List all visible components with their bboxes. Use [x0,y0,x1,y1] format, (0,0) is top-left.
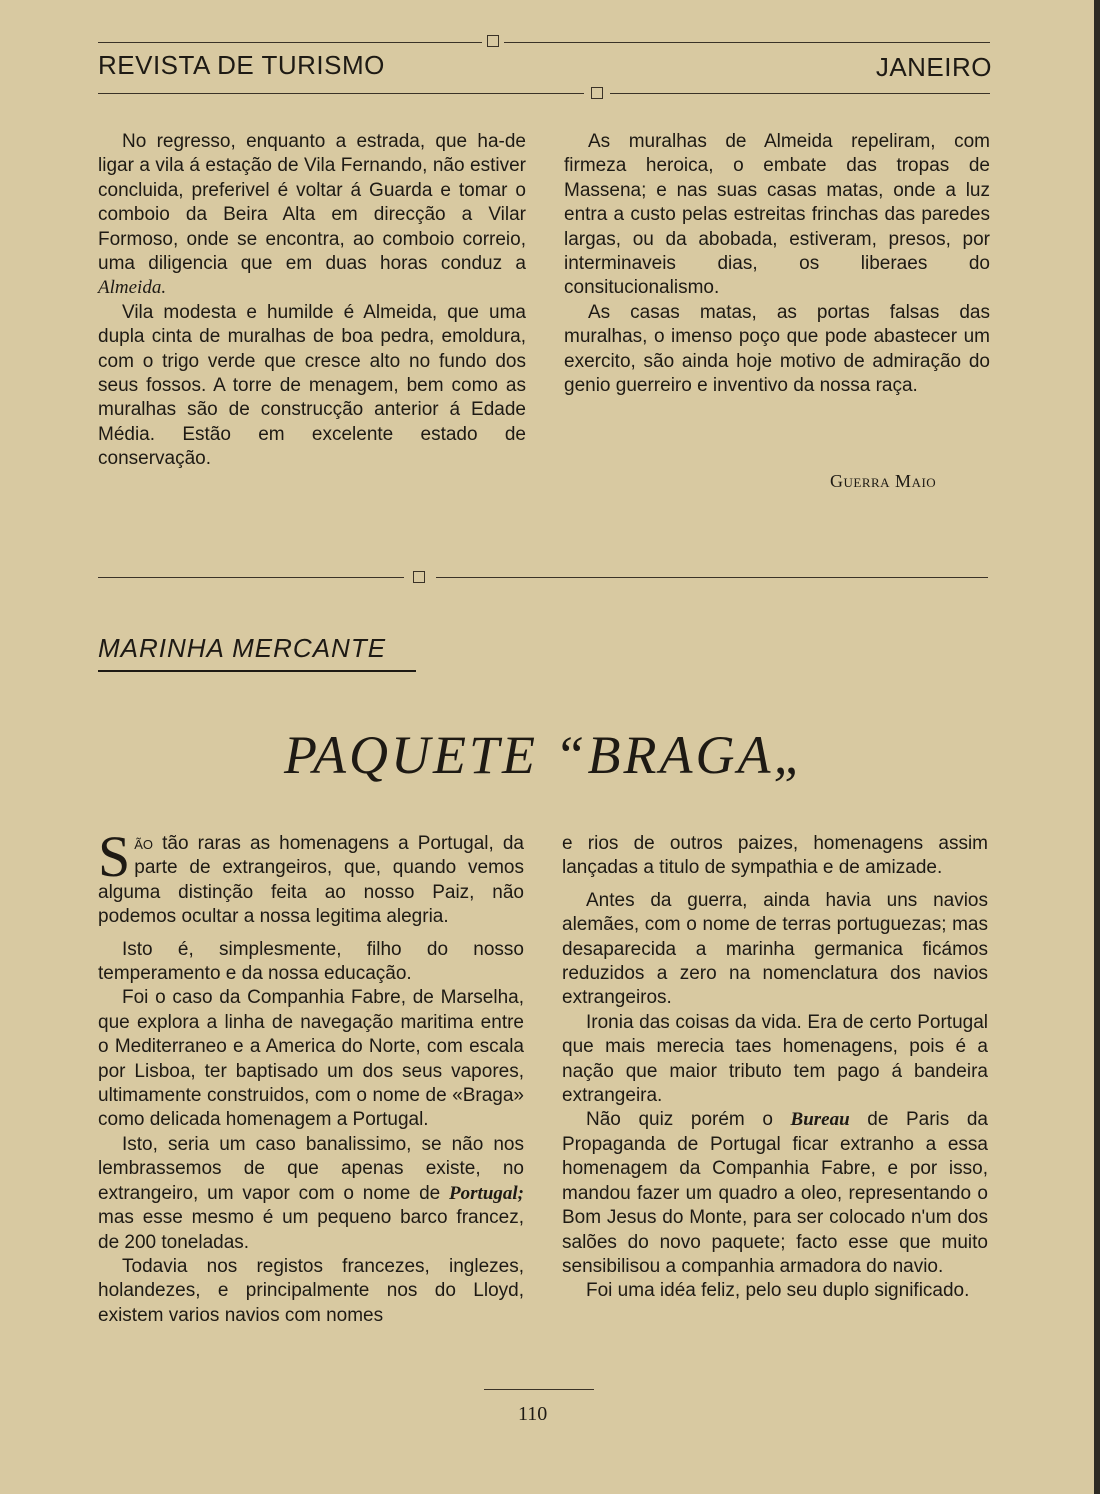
separator-rule-right [436,577,988,578]
header-top-rule-left [98,42,482,43]
article2-paragraph: Foi o caso da Companhia Fabre, de Marselha, que explora a linha de navegação maritima entre o Mediterraneo e a America do Norte, com escala por Lisboa, ter baptisado um dos seus vapores, ultimamente construidos, com o nome de «Braga» como delicada homenagem a Portugal. [98,987,524,1131]
issue-month: JANEIRO [875,52,992,82]
article1-paragraph: Vila modesta e humilde é Almeida, que uma dupla cinta de muralhas de boa pedra, emoldura, com o trigo verde que cresce alto no fundo dos seus fossos. A torre de menagem, bem como as muralhas são de construcção anterior á Edade Média. Estão em excelente estado de conservação. [98,301,526,470]
page-spine-edge [1094,0,1100,1494]
article1-right-column [564,130,990,398]
article2-paragraph: e rios de outros paizes, homenagens assim lançadas a titulo de sympathia e de amizade. [562,833,988,879]
section-title: MARINHA MERCANTE [98,633,387,663]
ship-name: Portugal; [449,1182,524,1204]
author-signature: Guerra Maio [830,471,937,491]
article2-right-column [562,832,988,1304]
section-underline [98,670,416,672]
header-bottom-ornament [591,87,603,99]
article2-paragraph: Isto é, simplesmente, filho do nosso temperamento e da nossa educação. [98,938,524,985]
separator-ornament [413,571,425,583]
header-top-ornament [487,35,499,47]
bureau-name: Bureau [790,1109,850,1131]
header-top-rule-right [504,42,990,43]
header-bottom-rule-right [610,93,990,94]
separator-rule-left [98,577,404,578]
article2-paragraph: Foi uma idéa feliz, pelo seu duplo significado. [586,1280,970,1302]
place-name: Almeida. [98,277,167,299]
article2-left-column [98,824,524,1328]
magazine-title: REVISTA DE TURISMO [98,50,385,80]
article2-paragraph: Não quiz porém o Bureau de Paris da Propaganda de Portugal ficar extranho a essa homenagem da Companhia Fabre, e por isso, mandou fazer um quadro a oleo, representando o Bom Jesus do Monte, para ser colocado n'um dos salões do novo paquete; facto esse que muito sensibilisou a companhia armadora do navio. [562,1109,988,1277]
article2-paragraph: Antes da guerra, ainda havia uns navios alemães, com o nome de terras portuguezas; mas desaparecida a marinha germanica ficámos reduzidos a zero na nomenclatura dos navios extrangeiros. [562,889,988,1009]
article1-left-column [98,130,526,472]
article1-paragraph: No regresso, enquanto a estrada, que ha-de ligar a vila á estação de Vila Fernando, não estiver concluida, preferivel é voltar á Guarda e tomar o comboio da Beira Alta em direcção a Vilar Formoso, onde se encontra, ao comboio correio, uma diligencia que em duas horas conduz a Almeida. [98,131,526,299]
article1-paragraph: As casas matas, as portas falsas das muralhas, o imenso poço que pode abastecer um exercito, são ainda hoje motivo de admiração do genio guerreiro e inventivo da nossa raça. [564,301,990,397]
drop-cap: S [98,824,131,889]
article2-paragraph: Todavia nos registos francezes, inglezes, holandezes, e principalmente nos do Lloyd, existem varios navios com nomes [98,1255,524,1326]
article-headline: PAQUETE “BRAGA„ [284,725,807,785]
article1-paragraph: As muralhas de Almeida repeliram, com firmeza heroica, o embate das tropas de Massena; e nas suas casas matas, onde a luz entra a custo pelas estreitas frinchas das paredes largas, ou da abobada, estiveram, presos, por interminaveis dias, os liberaes do consitucionalismo. [564,131,990,299]
article2-paragraph: Ironia das coisas da vida. Era de certo Portugal que mais merecia taes homenagens, pois é a nação que maior tributo tem pago á bandeira extrangeira. [562,1011,988,1107]
footer-rule [484,1389,594,1390]
article2-paragraph: Isto, seria um caso banalissimo, se não nos lembrassemos de que apenas existe, no extrangeiro, um vapor com o nome de Portugal; mas esse mesmo é um pequeno barco francez, de 200 toneladas. [98,1133,524,1253]
article2-paragraph: São tão raras as homenagens a Portugal, da parte de extrangeiros, que, quando vemos alguma distinção feita ao nosso Paiz, não podemos ocultar a nossa legitima alegria. [98,824,524,928]
header-bottom-rule-left [98,93,584,94]
page-number: 110 [518,1403,548,1425]
